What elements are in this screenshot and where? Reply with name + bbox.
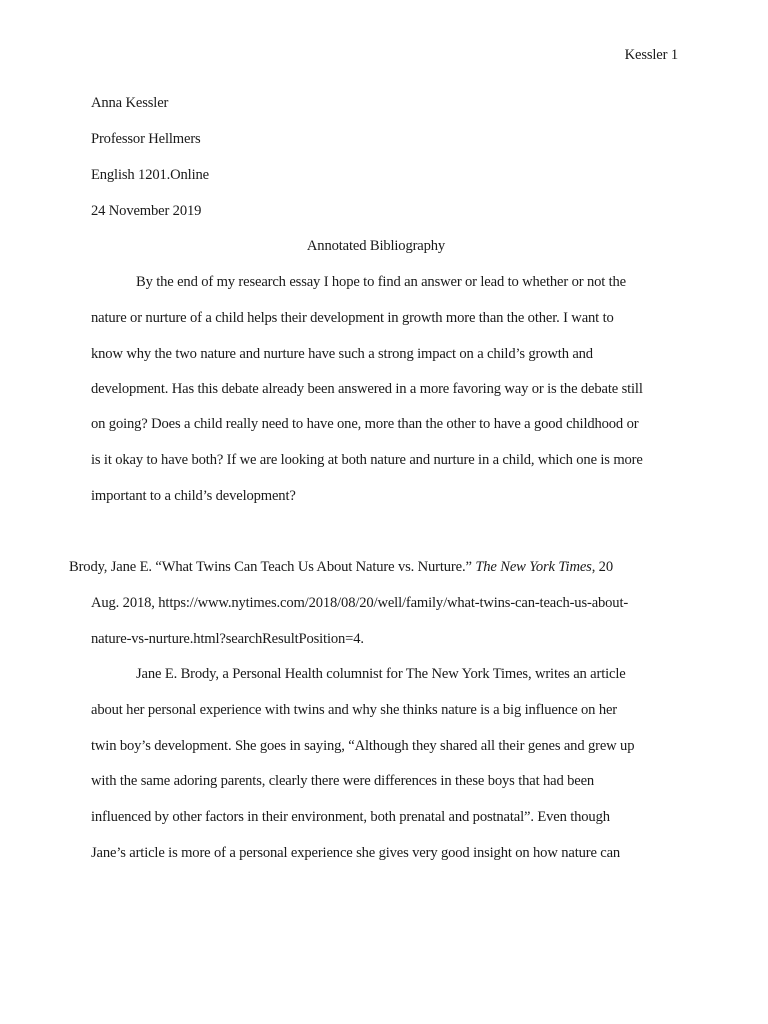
paragraph-line: is it okay to have both? If we are looking at both nature and nurture in a child, which one is more	[91, 452, 643, 468]
paragraph-line: on going? Does a child really need to have one, more than the other to have a good childhood or	[91, 416, 639, 432]
paragraph-line: about her personal experience with twins and why she thinks nature is a big influence on her	[91, 702, 618, 718]
document-date: 24 November 2019	[91, 203, 202, 219]
professor-name: Professor Hellmers	[91, 131, 201, 147]
course-name: English 1201.Online	[91, 167, 209, 183]
paragraph-line: nature or nurture of a child helps their development in growth more than the other. I want to	[91, 310, 614, 326]
paragraph-line: By the end of my research essay I hope to find an answer or lead to whether or not the	[136, 274, 627, 290]
paragraph-line: Jane E. Brody, a Personal Health columnist for The New York Times, writes an article	[136, 666, 626, 682]
citation-author-title: Brody, Jane E. “What Twins Can Teach Us About Nature vs. Nurture.”	[69, 559, 476, 575]
author-name: Anna Kessler	[91, 95, 169, 111]
citation-line	[69, 558, 613, 576]
paragraph-line: twin boy’s development. She goes in saying, “Although they shared all their genes and grew up	[91, 738, 635, 754]
paragraph-line: influenced by other factors in their environment, both prenatal and postnatal”. Even though	[91, 809, 610, 825]
citation-line: Aug. 2018, https://www.nytimes.com/2018/08/20/well/family/what-twins-can-teach-us-about-	[91, 595, 629, 611]
paragraph-line: know why the two nature and nurture have such a strong impact on a child’s growth and	[91, 346, 593, 362]
paragraph-line: with the same adoring parents, clearly there were differences in these boys that had been	[91, 773, 595, 789]
paragraph-line: important to a child’s development?	[91, 488, 296, 504]
citation-line: nature-vs-nurture.html?searchResultPosition=4.	[91, 631, 364, 647]
paragraph-line: development. Has this debate already been answered in a more favoring way or is the debate still	[91, 381, 643, 397]
citation-date-start: , 20	[591, 559, 613, 575]
running-head: Kessler 1	[624, 47, 678, 63]
citation-publication: The New York Times	[475, 559, 592, 575]
paragraph-line: Jane’s article is more of a personal experience she gives very good insight on how nature can	[91, 845, 621, 861]
document-title: Annotated Bibliography	[306, 238, 446, 254]
